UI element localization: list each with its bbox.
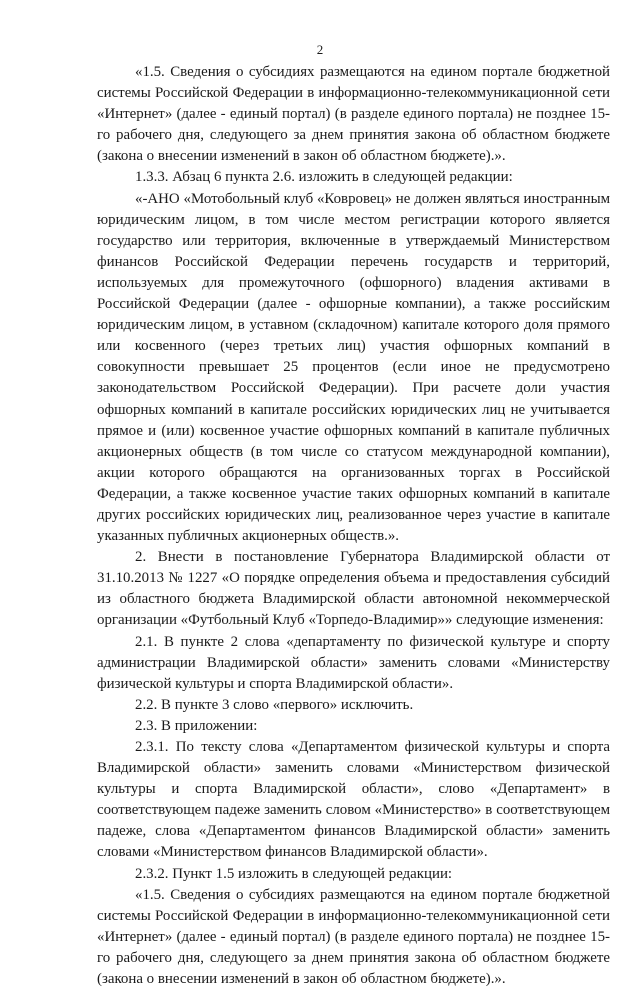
paragraph-2-3: 2.3. В приложении: — [135, 717, 258, 734]
paragraph-1-5-quote-top: «1.5. Сведения о субсидиях размещаются на едином портале бюджетной системы Российской Федерации в информационно-телекоммуникационной сети «Интернет» (далее - единый портал) (в разделе единого портала) не позднее 15-го рабочего дня, следующего за днем принятия закона об областном бюджете (закона о внесении изменений в закон об областном бюджете).». — [97, 64, 610, 165]
document-body — [97, 62, 610, 990]
paragraph-2-3-1: 2.3.1. По тексту слова «Департаментом физической культуры и спорта Владимирской области» заменить словами «Министерством физической культуры и спорта Владимирской области», слово «Департамент» в соответствующем падеже заменить словом «Министерство» в соответствующем падеже, слова «Департаментом финансов Владимирской области» заменить словами «Министерством финансов Владимирской области». — [97, 739, 610, 861]
paragraph-2-1: 2.1. В пункте 2 слова «департаменту по физической культуре и спорту администрации Владимирской области» заменить словами «Министерству физической культуры и спорта Владимирской области». — [97, 633, 610, 692]
paragraph-2-3-2: 2.3.2. Пункт 1.5 изложить в следующей редакции: — [135, 865, 453, 882]
paragraph-item-2: 2. Внести в постановление Губернатора Владимирской области от 31.10.2013 № 1227 «О порядке определения объема и предоставления субсидий из областного бюджета Владимирской области автономной некоммерческой организации «Футбольный Клуб «Торпедо-Владимир»» следующие изменения: — [97, 549, 610, 629]
paragraph-2-2: 2.2. В пункте 3 слово «первого» исключить. — [135, 696, 414, 713]
paragraph-offshore-quote: «-АНО «Мотобольный клуб «Ковровец» не должен являться иностранным юридическим лицом, в том числе местом регистрации которого является государство или территория, включенные в утверждаемый Министерством финансов Российской Федерации перечень государств и территорий, используемых для промежуточного (офшорного) владения активами в Российской Федерации (далее - офшорные компании), а также российским юридическим лицом, в уставном (складочном) капитале которого доля прямого или косвенного (через третьих лиц) участия офшорных компаний в совокупности превышает 25 процентов (если иное не предусмотрено законодательством Российской Федерации). При расчете доли участия офшорных компаний в капитале российских юридических лиц не учитывается прямое и (или) косвенное участие офшорных компаний в капитале публичных акционерных обществ (в том числе со статусом международной компании), акции которого обращаются на организованных торгах в Российской Федерации, а также косвенное участие таких офшорных компаний в капитале других российских юридических лиц, реализованное через участие в капитале указанных публичных акционерных обществ.». — [97, 190, 610, 545]
page-number: 2 — [316, 42, 324, 57]
paragraph-1-5-quote-bottom: «1.5. Сведения о субсидиях размещаются на едином портале бюджетной системы Российской Федерации в информационно-телекоммуникационной сети «Интернет» (далее - единый портал) (в разделе единого портала) не позднее 15-го рабочего дня, следующего за днем принятия закона об областном бюджете (закона о внесении изменений в закон об областном бюджете).». — [97, 886, 610, 988]
paragraph-1-3-3: 1.3.3. Абзац 6 пункта 2.6. изложить в следующей редакции: — [135, 169, 513, 186]
